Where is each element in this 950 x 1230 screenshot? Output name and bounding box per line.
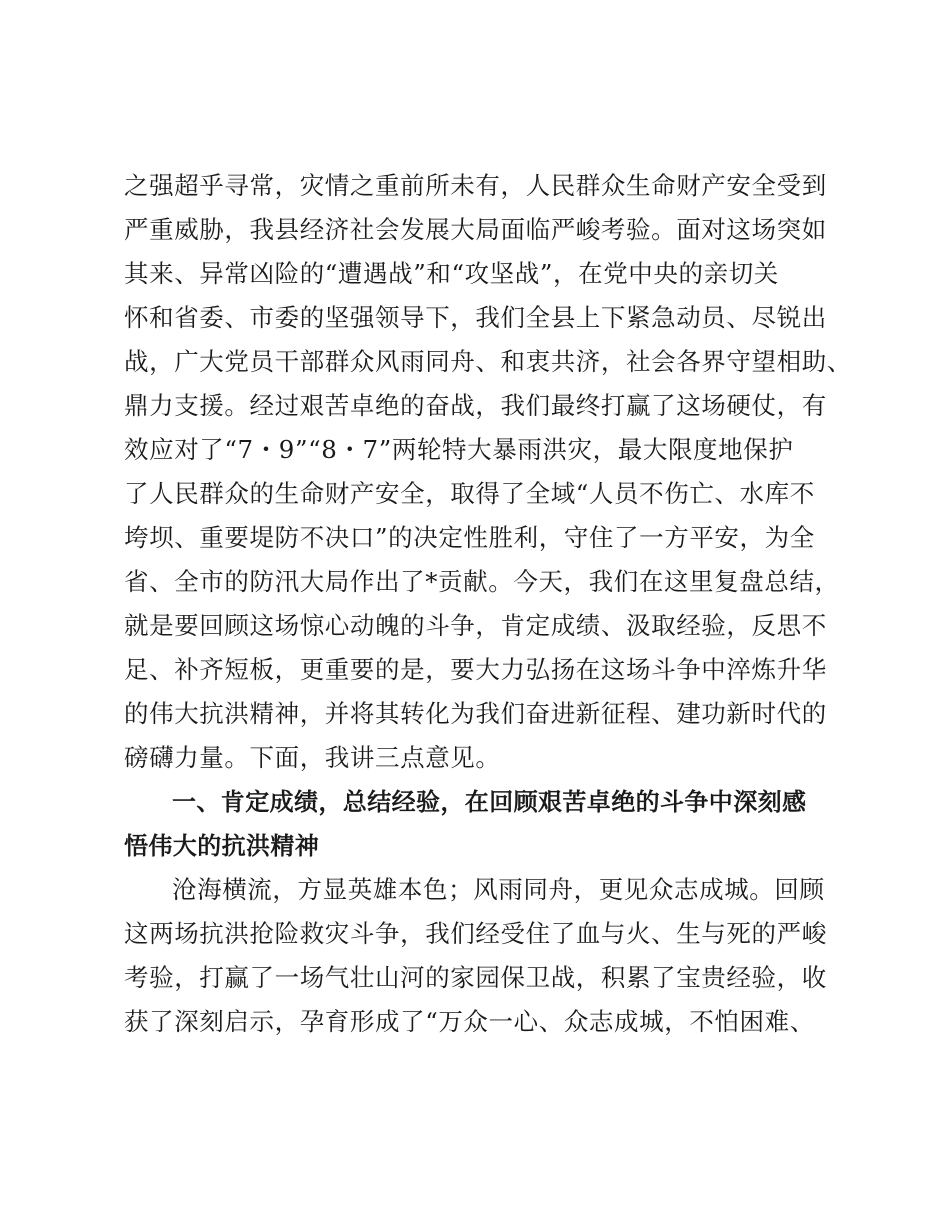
- document-body: [124, 164, 852, 1044]
- section-heading-line: 一、肯定成绩，总结经验，在回顾艰苦卓绝的斗争中深刻感: [172, 788, 807, 816]
- paragraph-line: 磅礴力量。下面，我讲三点意见。: [124, 743, 501, 772]
- paragraph-line: 严重威胁，我县经济社会发展大局面临严峻考验。面对这场突如: [124, 215, 827, 244]
- paragraph-line: 的伟大抗洪精神，并将其转化为我们奋进新征程、建功新时代的: [124, 699, 827, 728]
- paragraph-line: 沧海横流，方显英雄本色；风雨同舟，更见众志成城。回顾: [172, 875, 825, 904]
- paragraph-line: 之强超乎寻常，灾情之重前所未有，人民群众生命财产安全受到: [124, 171, 827, 200]
- paragraph-line: 获了深刻启示，孕育形成了“万众一心、众志成城，不怕困难、: [124, 1007, 815, 1036]
- paragraph-line: 考验，打赢了一场气壮山河的家园保卫战，积累了宝贵经验，收: [124, 963, 827, 992]
- paragraph-line: 这两场抗洪抢险救灾斗争，我们经受住了血与火、生与死的严峻: [124, 919, 827, 948]
- paragraph-line: 就是要回顾这场惊心动魄的斗争，肯定成绩、汲取经验，反思不: [124, 611, 827, 640]
- paragraph-line: 其来、异常凶险的“遭遇战”和“攻坚战”，在党中央的亲切关: [124, 259, 779, 288]
- paragraph-line: 战，广大党员干部群众风雨同舟、和衷共济，社会各界守望相助、: [124, 347, 852, 376]
- paragraph-line: 效应对了“7・9”“8・7”两轮特大暴雨洪灾，最大限度地保护: [124, 435, 794, 464]
- section-heading-line: 悟伟大的抗洪精神: [124, 832, 320, 860]
- paragraph-line: 了人民群众的生命财产安全，取得了全域“人员不伤亡、水库不: [124, 479, 815, 508]
- paragraph-line: 怀和省委、市委的坚强领导下，我们全县上下紧急动员、尽锐出: [124, 303, 827, 332]
- paragraph-line: 足、补齐短板，更重要的是，要大力弘扬在这场斗争中淬炼升华: [124, 655, 827, 684]
- paragraph-line: 鼎力支援。经过艰苦卓绝的奋战，我们最终打赢了这场硬仗，有: [124, 391, 827, 420]
- paragraph-line: 省、全市的防汛大局作出了*贡献。今天，我们在这里复盘总结，: [124, 567, 840, 596]
- paragraph-line: 垮坝、重要堤防不决口”的决定性胜利，守住了一方平安，为全: [124, 523, 815, 552]
